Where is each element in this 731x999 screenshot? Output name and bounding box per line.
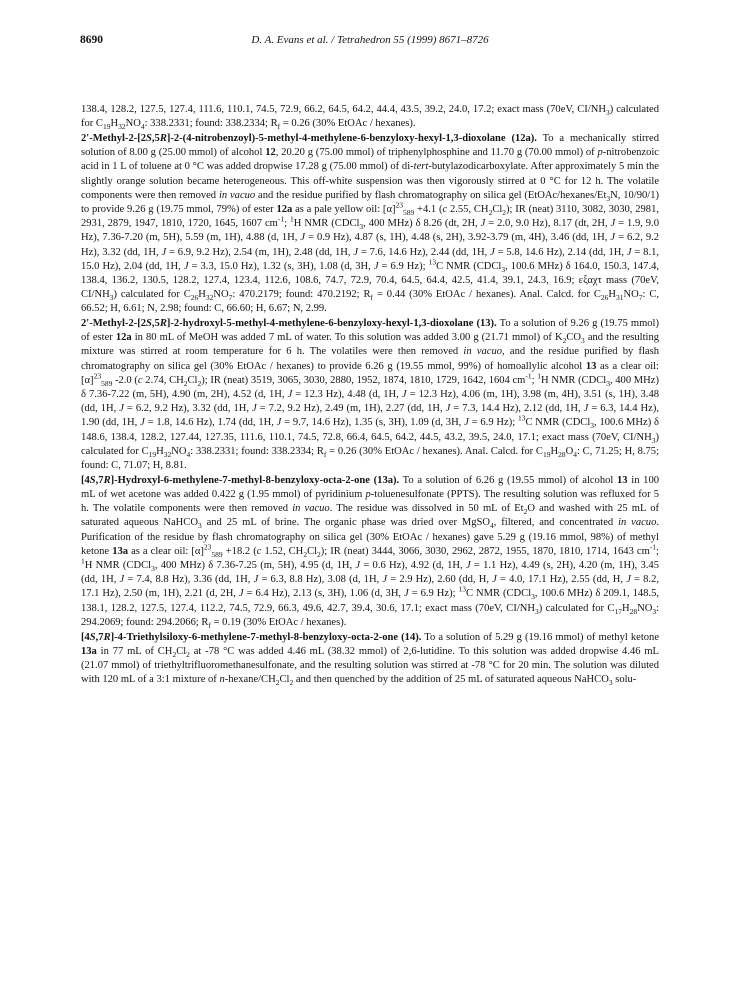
running-head: D. A. Evans et al. / Tetrahedron 55 (1999) 8671–8726 xyxy=(251,34,489,46)
paragraph-text: To a mechanically stirred solution of 8.00 g (25.00 mmol) of alcohol 12, 20.20 g (75.00 mmol) of triphenylphosphine and 11.70 g (70.00 mmol) of p-nitrobenzoic acid in 1 L of toluene at 0 °C was added dropwise 17.28 g (75.00 mmol) of di-tert-butylazodicarboxylate. After approximately 5 min the slightly orange solution became heterogeneous. This off-white suspension was then vigorously stirred at 0 °C for 12 h. The volatile components were then removed in vacuo and the residue purified by flash chromatography on silica gel ($EtOAc/hexanes/Et_3N$, 10/90/1) to provide 9.26 g (19.75 mmol, 79%) of ester 12a as a pale yellow oil: $[\alpha]^{23}_{589} +4.1$ (c 2.55, $CH_2Cl_2$); IR (neat) 3110, 3082, 3030, 2981, 2931, 2879, 1947, 1810, 1720, 1645, 1607 $cm^{-1}$; $^1$H NMR (CDCl$_3$, 400 MHz) δ 8.26 (dt, 2H, J = 2.0, 9.0 Hz), 8.17 (dt, 2H, J = 1.9, 9.0 Hz), 7.36-7.20 (m, 5H), 5.59 (m, 1H), 4.88 (d, 1H, J = 0.9 Hz), 4.87 (s, 1H), 4.48 (s, 2H), 3.92-3.79 (m, 4H), 3.46 (dd, 1H, J = 6.2, 9.2 Hz), 3.32 (dd, 1H, J = 6.9, 9.2 Hz), 2.54 (m, 1H), 2.48 (dd, 1H, J = 7.6, 14.6 Hz), 2.44 (dd, 1H, J = 5.8, 14.6 Hz), 2.14 (dd, 1H, J = 8.1, 15.0 Hz), 2.04 (dd, 1H, J = 3.3, 15.0 Hz), 1.32 (s, 3H), 1.08 (d, 3H, J = 6.9 Hz); $^{13}$C NMR (CDCl$_3$, 100.6 MHz) δ 164.0, 150.3, 147.4, 138.4, 136.2, 130.5, 128.2, 127.4, 123.4, 112.6, 108.6, 74.7, 72.9, 70.4, 64.5, 64.4, 42.5, 41.4, 39.1, 24.3, 16.9; εξαχτ mass (70eV, $CI/NH_3$) calculated for $C_{26}H_{32}NO_7$: 470.2179; found: 470.2192; $R_f = 0.44$ (30% EtOAc / hexanes). Anal. Calcd. for $C_{26}H_{31}NO_7$: C, 66.52; H, 6.61; N, 2.98; found: C, 66.60; H, 6.67; N, 2.99. xyxy=(81,132,660,315)
paragraph-text: To a solution of 5.29 g (19.16 mmol) of methyl ketone 13a in 77 mL of $CH_2Cl_2$ at -78 °C was added 4.46 mL (38.32 mmol) of 2,6-lutidine. To this solution was added dropwise 4.46 mL (21.07 mmol) of triethyltrifluoromethanesulfonate, and the resulting solution was stirred at -78 °C for 20 min. The solution was diluted with 120 mL of a 3:1 mixture of $n-hexane/CH_2Cl_2$ and then quenched by the addition of 25 mL of saturated aqueous NaHCO$_3$ solu- xyxy=(81,631,659,688)
paragraph-text: 138.4, 128.2, 127.5, 127.4, 111.6, 110.1, 74.5, 72.9, 66.2, 64.5, 64.2, 44.4, 43.5, 39.2, 24.0, 17.2; exact mass (70eV, $CI/NH_3$) calculated for $C_{19}H_{32}NO_4$: 338.2331; found: 338.2334; $R_f = 0.26$ (30% EtOAc / hexanes). xyxy=(81,104,659,132)
experimental-paragraph xyxy=(81,317,659,473)
compound-title: [4S,7R]-4-Triethylsiloxy-6-methylene-7-methyl-8-benzyloxy-octa-2-one (14). xyxy=(81,631,422,643)
experimental-paragraph xyxy=(81,132,659,317)
page-header xyxy=(80,34,660,50)
experimental-paragraph xyxy=(81,474,659,630)
paragraph-text: To a solution of 9.26 g (19.75 mmol) of ester 12a in 80 mL of MeOH was added 7 mL of water. To this solution was added 3.00 g (21.71 mmol) of $K_2CO_3$ and the resulting mixture was stirred at room temperature for 6 h. The volatiles were then removed in vacuo, and the residue purified by flash chromatography on silica gel (30% EtOAc / hexanes) to provide 6.26 g (19.55 mmol, 99%) of homoallylic alcohol 13 as a clear oil: $[\alpha]^{23}_{589}$ -2.0 (c 2.74, $CH_2Cl_2$); IR (neat) 3519, 3065, 3030, 2880, 1952, 1874, 1810, 1729, 1642, 1604 $cm^{-1}$; $^1$H NMR (CDCl$_3$, 400 MHz) δ 7.36-7.22 (m, 5H), 4.90 (m, 2H), 4.52 (d, 1H, J = 12.3 Hz), 4.48 (d, 1H, J = 12.3 Hz), 4.06 (m, 1H), 3.98 (m, 4H), 3.51 (s, 1H), 3.48 (dd, 1H, J = 6.2, 9.2 Hz), 3.32 (dd, 1H, J = 7.2, 9.2 Hz), 2.49 (m, 1H), 2.27 (dd, 1H, J = 7.3, 14.4 Hz), 2.12 (dd, 1H, J = 6.3, 14.4 Hz), 1.90 (dd, 1H, J = 1.8, 14.6 Hz), 1.74 (dd, 1H, J = 9.7, 14.6 Hz), 1.35 (s, 3H), 1.09 (d, 3H, J = 6.9 Hz); $^{13}$C NMR (CDCl$_3$, 100.6 MHz) δ 148.6, 138.4, 128.2, 127.44, 127.35, 111.6, 110.1, 74.5, 72.8, 66.4, 64.5, 64.2, 44.5, 43.2, 39.5, 24.0, 17.1; exact mass (70eV, $CI/NH_3$) calculated for $C_{19}H_{32}NO_4$: 338.2331; found: 338.2334; $R_f = 0.26$ (30% EtOAc / hexanes). Anal. Calcd. for $C_{19}H_{28}O_4$: C, 71.25; H, 8.75; found: C, 71.07; H, 8.81. xyxy=(81,318,659,472)
compound-title: 2'-Methyl-2-[2S,5R]-2-hydroxyl-5-methyl-4-methylene-6-benzyloxy-hexyl-1,3-dioxolane (13). xyxy=(81,318,497,330)
experimental-paragraph xyxy=(81,103,659,131)
compound-title: 2'-Methyl-2-[2S,5R]-2-(4-nitrobenzoyl)-5-methyl-4-methylene-6-benzyloxy-hexyl-1,3-dioxolane (12a). xyxy=(81,132,537,144)
page-number: 8690 xyxy=(80,34,103,46)
article-body xyxy=(81,103,659,687)
compound-title: [4S,7R]-Hydroxyl-6-methylene-7-methyl-8-benzyloxy-octa-2-one (13a). xyxy=(81,474,400,486)
paragraph-text: To a solution of 6.26 g (19.55 mmol) of alcohol 13 in 100 mL of wet acetone was added 0.422 g (1.95 mmol) of pyridinium p-toluenesulfonate (PPTS). The resulting solution was refluxed for 5 h. The volatile components were then removed in vacuo. The residue was dissolved in 50 mL of $Et_2O$ and washed with 25 mL of saturated aqueous NaHCO$_3$ and 25 mL of brine. The organic phase was dried over MgSO$_4$, filtered, and concentrated in vacuo. Purification of the residue by flash chromatography on silica gel (30% EtOAc / hexanes) gave 5.29 g (19.16 mmol, 98%) of methyl ketone 13a as a clear oil: $[\alpha]^{23}_{589} +18.2$ (c 1.52, $CH_2Cl_2$); IR (neat) 3444, 3066, 3030, 2962, 2872, 1955, 1870, 1810, 1714, 1643 $cm^{-1}$; $^1$H NMR (CDCl$_3$, 400 MHz) δ 7.36-7.25 (m, 5H), 4.95 (d, 1H, J = 0.6 Hz), 4.92 (d, 1H, J = 1.1 Hz), 4.49 (s, 2H), 4.20 (m, 1H), 3.45 (dd, 1H, J = 7.4, 8.8 Hz), 3.36 (dd, 1H, J = 6.3, 8.8 Hz), 3.08 (d, 1H, J = 2.9 Hz), 2.60 (dd, H, J = 4.0, 17.1 Hz), 2.55 (dd, H, J = 8.2, 17.1 Hz), 2.50 (m, 1H), 2.21 (d, 2H, J = 6.4 Hz), 2.13 (s, 3H), 1.06 (d, 3H, J = 6.9 Hz); $^{13}$C NMR (CDCl$_3$, 100.6 MHz) δ 209.1, 148.5, 138.1, 128.2, 127.5, 127.4, 112.2, 74.5, 72.9, 66.3, 49.6, 42.7, 39.4, 30.6, 17.1; exact mass (70eV, $CI/NH_3$) calculated for $C_{17}H_{28}NO_3$: 294.2069; found: 294.2066; $R_f = 0.19$ (30% EtOAc / hexanes). xyxy=(81,474,660,630)
experimental-paragraph xyxy=(81,631,659,688)
